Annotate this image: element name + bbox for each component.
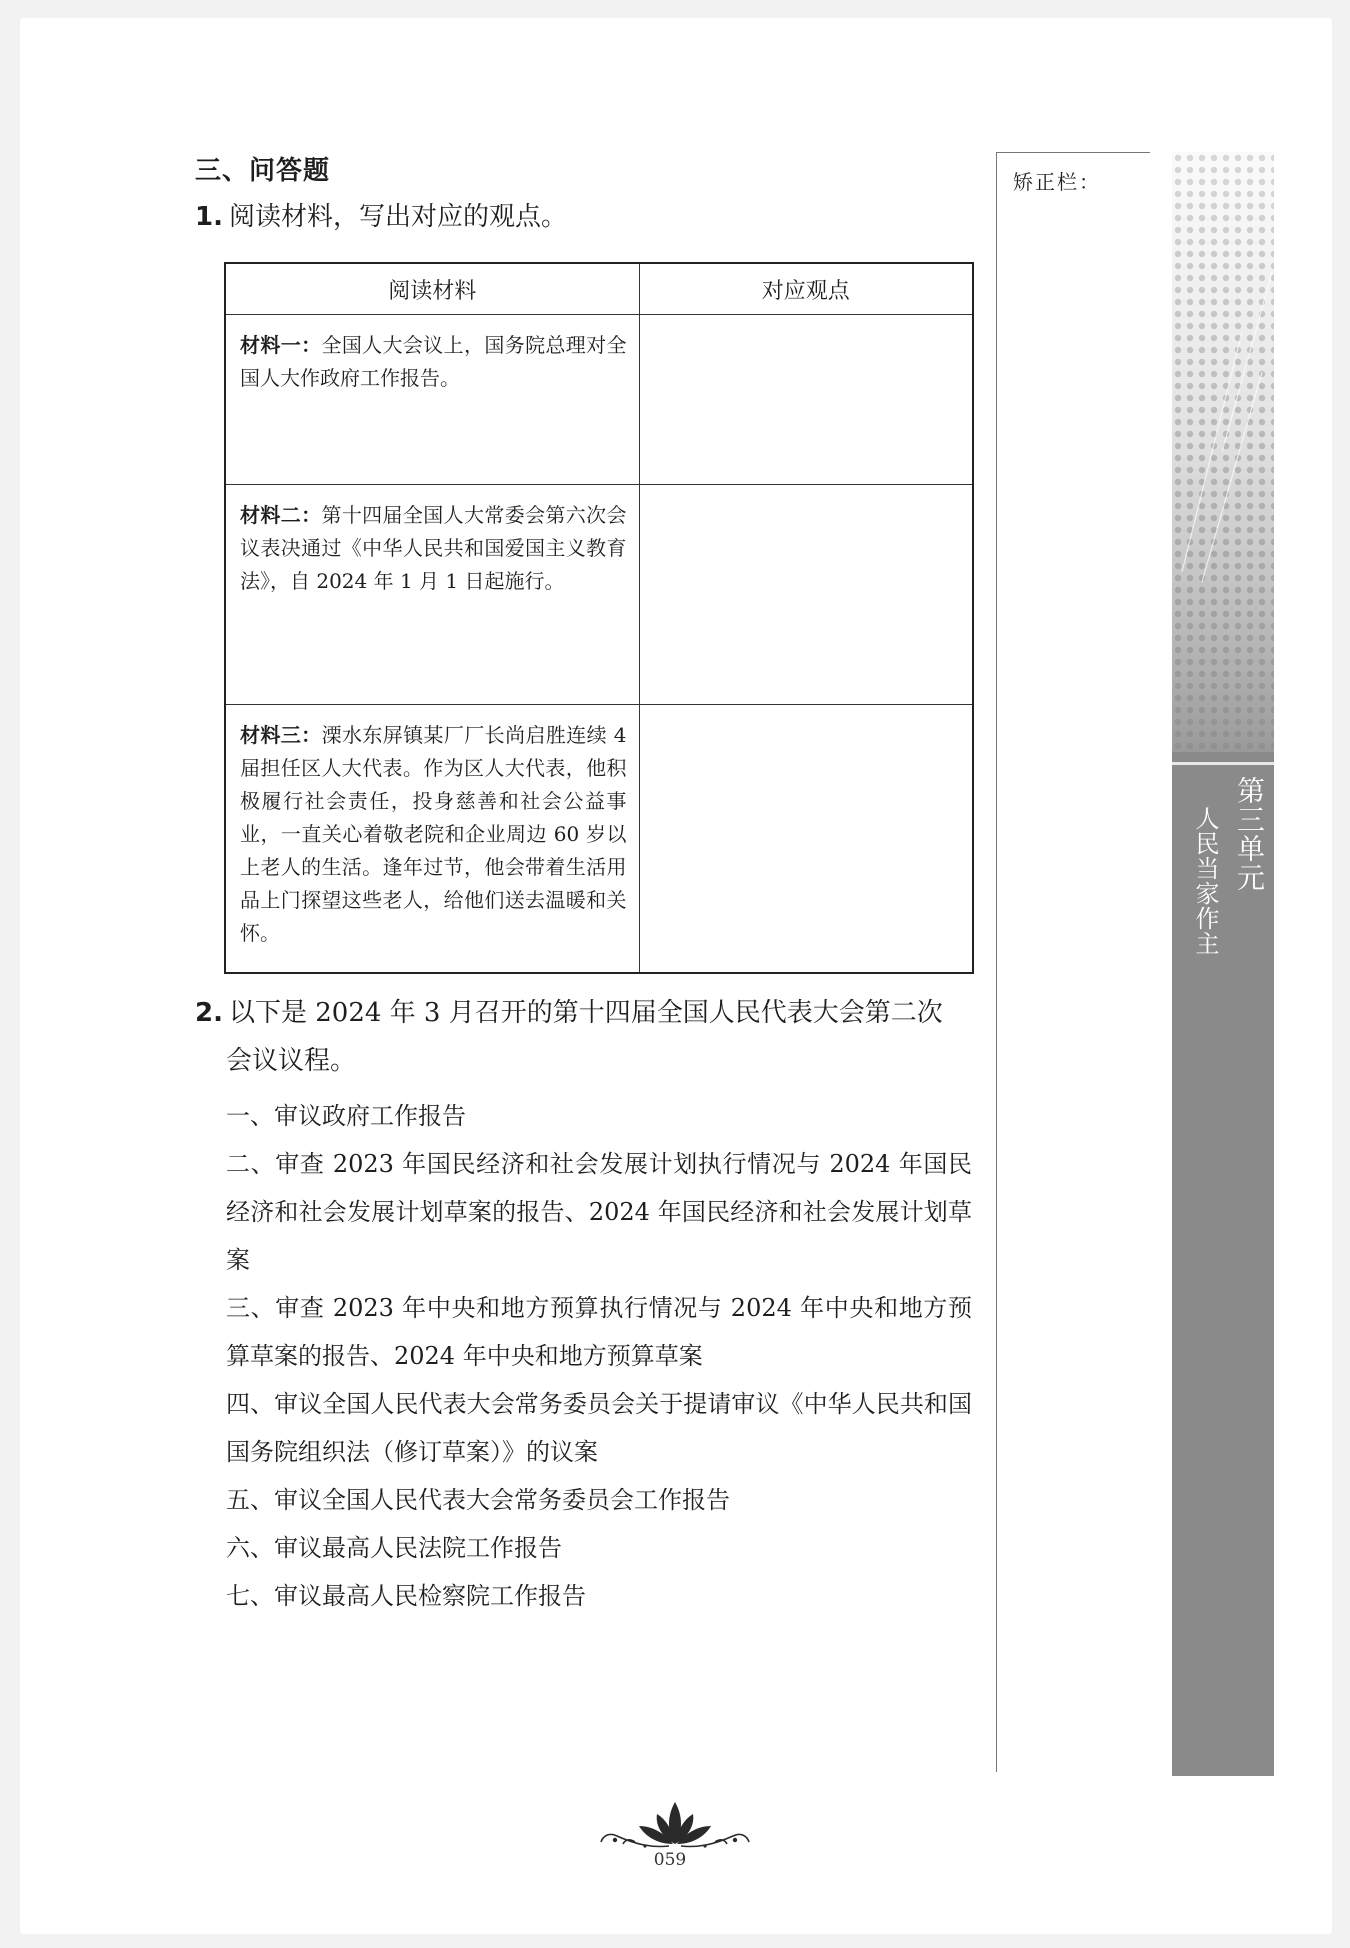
correction-column-rule xyxy=(996,152,997,1772)
material-text: 第十四届全国人大常委会第六次会议表决通过《中华人民共和国爱国主义教育法》，自 2024 年 1 月 1 日起施行。 xyxy=(240,503,627,593)
unit-title-label: 人民当家作主 xyxy=(1191,806,1219,956)
agenda-item: 七、审议最高人民检察院工作报告 xyxy=(226,1582,586,1610)
material-table xyxy=(224,262,974,974)
halftone-pattern xyxy=(1172,152,1274,752)
question-1-prompt: 阅读材料，写出对应的观点。 xyxy=(228,202,567,232)
material-text: 全国人大会议上，国务院总理对全国人大作政府工作报告。 xyxy=(240,333,627,390)
unit-number-label: 第三单元 xyxy=(1233,776,1266,892)
side-band-divider xyxy=(1172,762,1274,765)
viewpoint-answer-cell[interactable] xyxy=(639,705,973,973)
section-title: 三、问答题 xyxy=(195,156,331,186)
material-cell xyxy=(225,485,639,705)
material-cell xyxy=(225,705,639,973)
correction-column-top-rule xyxy=(996,152,1150,153)
viewpoint-answer-cell[interactable] xyxy=(639,315,973,485)
page-number: 059 xyxy=(653,1850,687,1870)
viewpoint-answer-cell[interactable] xyxy=(639,485,973,705)
agenda-item: 五、审议全国人民代表大会常务委员会工作报告 xyxy=(226,1486,730,1514)
table-row xyxy=(225,485,973,705)
agenda-item: 二、审查 2023 年国民经济和社会发展计划执行情况与 2024 年国民经济和社会发展计划草案的报告、2024 年国民经济和社会发展计划草案 xyxy=(226,1150,972,1274)
floral-ornament-icon xyxy=(595,1796,755,1850)
question-2-number: 2. xyxy=(195,998,223,1028)
material-cell xyxy=(225,315,639,485)
agenda-item: 三、审查 2023 年中央和地方预算执行情况与 2024 年中央和地方预算草案的报告、2024 年中央和地方预算草案 xyxy=(226,1294,972,1370)
agenda-item: 一、审议政府工作报告 xyxy=(226,1102,466,1130)
table-row xyxy=(225,705,973,973)
question-2-prompt-line1: 以下是 2024 年 3 月召开的第十四届全国人民代表大会第二次 xyxy=(228,998,943,1028)
table-header-material: 阅读材料 xyxy=(225,263,639,315)
material-label: 材料二： xyxy=(240,503,322,527)
correction-column-label: 矫正栏： xyxy=(1013,170,1101,194)
question-1-number: 1. xyxy=(195,202,223,232)
question-1 xyxy=(195,202,567,232)
table-row xyxy=(225,315,973,485)
question-2-continued: 会议议程。 xyxy=(226,1046,357,1076)
material-label: 材料一： xyxy=(240,333,322,357)
question-2 xyxy=(195,998,975,1028)
material-text: 溧水东屏镇某厂厂长尚启胜连续 4 届担任区人大代表。作为区人大代表，他积极履行社会责任，投身慈善和社会公益事业，一直关心着敬老院和企业周边 60 岁以上老人的生活。逢年过节，他会带着生活用品上门探望这些老人，给他们送去温暖和关怀。 xyxy=(240,723,627,945)
agenda-item: 六、审议最高人民法院工作报告 xyxy=(226,1534,562,1562)
agenda-list xyxy=(226,1092,972,1620)
agenda-item: 四、审议全国人民代表大会常务委员会关于提请审议《中华人民共和国国务院组织法（修订草案）》的议案 xyxy=(226,1390,972,1466)
material-label: 材料三： xyxy=(240,723,322,747)
table-header-viewpoint: 对应观点 xyxy=(639,263,973,315)
